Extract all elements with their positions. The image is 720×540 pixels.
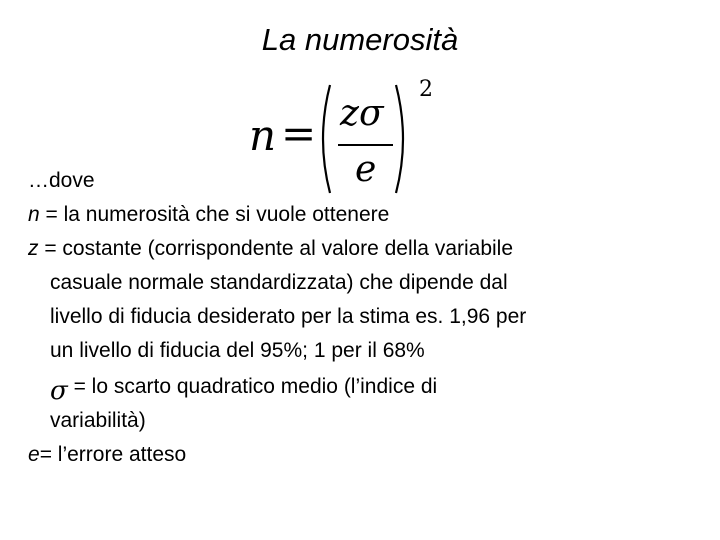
definition-e	[28, 438, 698, 472]
definition-sigma-text-2: variabilità)	[50, 409, 146, 432]
fraction-bar	[338, 144, 393, 146]
formula-numerator: zσ	[340, 93, 384, 134]
definition-n-text: = la numerosità che si vuole ottenere	[39, 203, 390, 226]
definition-e-text: = l’errore atteso	[39, 443, 187, 466]
formula-exponent: 2	[419, 77, 433, 102]
slide-title: La numerosità	[261, 22, 459, 57]
formula-n: n	[249, 111, 277, 160]
var-n: n	[28, 203, 40, 226]
var-e: e	[28, 443, 40, 466]
dove-line: …dove	[28, 169, 95, 192]
definition-z	[28, 232, 698, 266]
definition-z-text-2: casuale normale standardizzata) che dipende dal	[50, 271, 508, 294]
definition-sigma-text-1: = lo scarto quadratico medio (l’indice di	[67, 375, 438, 398]
definition-z-text-1: = costante (corrispondente al valore della variabile	[38, 237, 514, 260]
definition-z-text-3: livello di fiducia desiderato per la stima es. 1,96 per	[50, 305, 527, 328]
definition-n	[28, 198, 698, 232]
var-z: z	[28, 237, 39, 260]
definition-z-text-4: un livello di fiducia del 95%; 1 per il 68%	[50, 339, 425, 362]
definitions	[28, 164, 698, 472]
sigma-symbol: σ	[50, 376, 68, 406]
definition-sigma	[28, 368, 698, 404]
formula-equals: =	[281, 109, 317, 158]
formula-denominator: e	[355, 149, 377, 190]
